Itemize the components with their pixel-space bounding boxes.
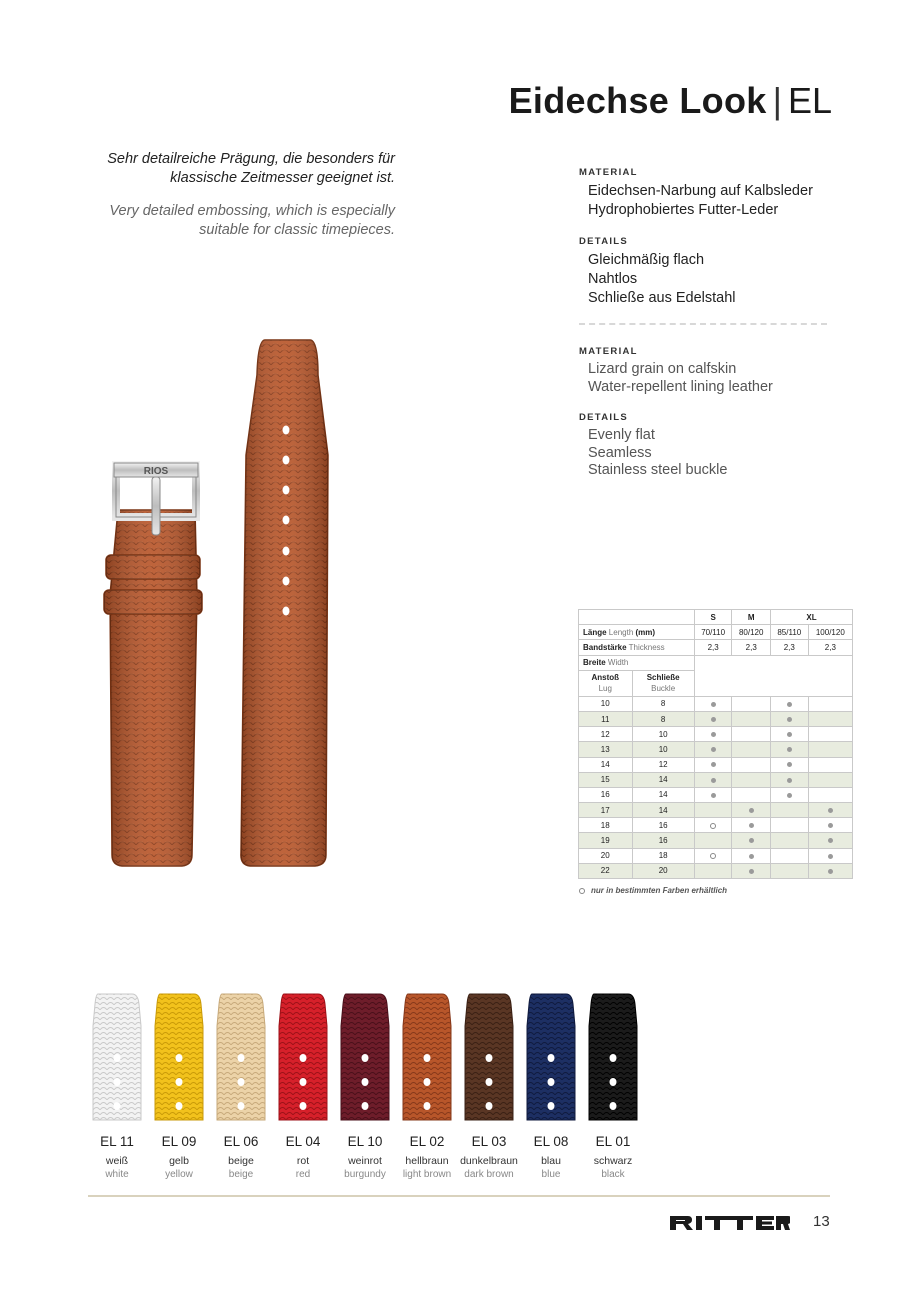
- availability-cell: [808, 727, 852, 742]
- color-code: EL 03: [471, 1134, 507, 1149]
- available-dot-icon: [828, 823, 833, 828]
- color-swatch: [458, 990, 520, 1180]
- lug-value: 22: [579, 863, 633, 878]
- availability-cell: [770, 711, 808, 726]
- spec-details-de: [579, 236, 839, 308]
- spec-label: MATERIAL: [579, 346, 638, 357]
- availability-cell: [694, 727, 732, 742]
- color-name-en: yellow: [165, 1169, 193, 1180]
- buckle-value: 8: [632, 696, 694, 711]
- available-dot-icon: [749, 823, 754, 828]
- spec-divider: [579, 323, 827, 325]
- availability-cell: [808, 696, 852, 711]
- color-code: EL 09: [161, 1134, 197, 1149]
- table-row: [579, 772, 853, 787]
- buckle-value: 14: [632, 787, 694, 802]
- strap-swatch-image: [210, 990, 272, 1122]
- availability-cell: [694, 772, 732, 787]
- strap-swatch-image: [396, 990, 458, 1122]
- color-name-en: burgundy: [344, 1169, 386, 1180]
- spec-line: Eidechsen-Narbung auf Kalbsleder: [588, 183, 813, 199]
- availability-cell: [808, 863, 852, 878]
- availability-cell: [808, 803, 852, 818]
- buckle-value: 14: [632, 772, 694, 787]
- length-value: 70/110: [694, 625, 732, 640]
- color-swatch: [334, 990, 396, 1180]
- available-dot-icon: [828, 808, 833, 813]
- color-name-en: white: [105, 1169, 129, 1180]
- availability-cell: [694, 711, 732, 726]
- color-name-de: hellbraun: [405, 1155, 449, 1167]
- thickness-label: Bandstärke Thickness: [579, 640, 695, 655]
- strap-product-image: [100, 335, 340, 875]
- table-row: [579, 787, 853, 802]
- availability-cell: [694, 803, 732, 818]
- availability-cell: [732, 742, 770, 757]
- lug-header: Anstoß Lug: [579, 670, 633, 696]
- length-value: 80/120: [732, 625, 770, 640]
- available-dot-icon: [828, 838, 833, 843]
- color-code: EL 04: [285, 1134, 321, 1149]
- buckle-value: 14: [632, 803, 694, 818]
- table-corner: [579, 610, 695, 625]
- availability-cell: [770, 772, 808, 787]
- color-name-de: gelb: [169, 1155, 189, 1167]
- spec-label: DETAILS: [579, 412, 629, 423]
- table-row: [579, 742, 853, 757]
- spec-material-en: [579, 346, 839, 396]
- available-dot-icon: [787, 717, 792, 722]
- lug-value: 18: [579, 818, 633, 833]
- availability-cell: [770, 742, 808, 757]
- limited-ring-icon: [710, 853, 716, 859]
- page-number: 13: [813, 1213, 830, 1230]
- strap-swatch-image: [86, 990, 148, 1122]
- availability-cell: [694, 757, 732, 772]
- lug-value: 11: [579, 711, 633, 726]
- table-row: [579, 833, 853, 848]
- available-dot-icon: [787, 702, 792, 707]
- availability-cell: [770, 787, 808, 802]
- color-name-de: blau: [541, 1155, 561, 1167]
- table-row: [579, 848, 853, 863]
- availability-cell: [732, 833, 770, 848]
- availability-cell: [770, 727, 808, 742]
- lug-value: 10: [579, 696, 633, 711]
- thickness-value: 2,3: [808, 640, 852, 655]
- color-swatch: [210, 990, 272, 1180]
- buckle-header: Schließe Buckle: [632, 670, 694, 696]
- color-name-de: weinrot: [348, 1155, 382, 1167]
- availability-cell: [694, 742, 732, 757]
- availability-cell: [694, 848, 732, 863]
- availability-cell: [732, 711, 770, 726]
- color-code: EL 10: [347, 1134, 383, 1149]
- spec-material-de: [579, 167, 839, 220]
- spec-line: Gleichmäßig flach: [588, 252, 705, 268]
- color-code: EL 11: [100, 1134, 134, 1149]
- brand-logo: [670, 1214, 790, 1232]
- description-english: Very detailed embossing, which is especially suitable for classic timepieces.: [109, 203, 395, 238]
- available-dot-icon: [787, 732, 792, 737]
- lug-value: 19: [579, 833, 633, 848]
- color-name-de: dunkelbraun: [460, 1155, 518, 1167]
- color-name-de: beige: [228, 1155, 254, 1167]
- lug-value: 15: [579, 772, 633, 787]
- availability-cell: [808, 757, 852, 772]
- buckle-value: 10: [632, 727, 694, 742]
- page-title: [509, 80, 832, 122]
- available-dot-icon: [749, 808, 754, 813]
- availability-cell: [732, 863, 770, 878]
- color-name-de: rot: [296, 1155, 310, 1167]
- available-dot-icon: [787, 747, 792, 752]
- availability-cell: [808, 787, 852, 802]
- color-swatch: [86, 990, 148, 1180]
- availability-cell: [694, 696, 732, 711]
- available-dot-icon: [787, 793, 792, 798]
- color-name-de: schwarz: [593, 1155, 633, 1167]
- available-dot-icon: [711, 747, 716, 752]
- color-code: EL 01: [595, 1134, 631, 1149]
- available-dot-icon: [711, 778, 716, 783]
- thickness-value: 2,3: [732, 640, 770, 655]
- color-swatch: [272, 990, 334, 1180]
- availability-cell: [732, 772, 770, 787]
- availability-cell: [694, 787, 732, 802]
- available-dot-icon: [711, 793, 716, 798]
- availability-cell: [808, 833, 852, 848]
- available-dot-icon: [787, 778, 792, 783]
- buckle-value: 20: [632, 863, 694, 878]
- available-dot-icon: [749, 838, 754, 843]
- table-note: nur in bestimmten Farben erhältlich: [579, 886, 727, 895]
- availability-cell: [732, 696, 770, 711]
- spec-line: Stainless steel buckle: [588, 462, 728, 478]
- availability-cell: [808, 818, 852, 833]
- availability-cell: [694, 863, 732, 878]
- strap-swatch-image: [582, 990, 644, 1122]
- color-swatch-row: [86, 990, 646, 1190]
- available-dot-icon: [787, 762, 792, 767]
- color-code: EL 06: [223, 1134, 259, 1149]
- description-german: Sehr detailreiche Prägung, die besonders für klassische Zeitmesser geeignet ist.: [107, 151, 395, 186]
- buckle-value: 16: [632, 833, 694, 848]
- availability-cell: [732, 848, 770, 863]
- size-header: M: [732, 610, 770, 625]
- spec-line: Hydrophobiertes Futter-Leder: [588, 202, 779, 218]
- lug-value: 17: [579, 803, 633, 818]
- color-name-en: light brown: [402, 1169, 452, 1180]
- availability-cell: [694, 818, 732, 833]
- available-dot-icon: [711, 717, 716, 722]
- buckle-value: 10: [632, 742, 694, 757]
- color-name-en: black: [601, 1169, 625, 1180]
- spec-details-en: [579, 412, 839, 480]
- availability-cell: [808, 772, 852, 787]
- size-header: XL: [770, 610, 852, 625]
- title-code: EL: [787, 80, 832, 121]
- spec-line: Water-repellent lining leather: [588, 378, 773, 395]
- available-dot-icon: [828, 869, 833, 874]
- limited-ring-icon: [710, 823, 716, 829]
- color-swatch: [582, 990, 644, 1180]
- title-main: Eidechse Look: [508, 80, 767, 121]
- availability-cell: [694, 833, 732, 848]
- available-dot-icon: [828, 854, 833, 859]
- availability-cell: [808, 848, 852, 863]
- thickness-value: 2,3: [694, 640, 732, 655]
- availability-cell: [770, 833, 808, 848]
- availability-cell: [770, 803, 808, 818]
- table-row: [579, 803, 853, 818]
- table-row: [579, 757, 853, 772]
- color-name-en: blue: [541, 1169, 561, 1180]
- availability-cell: [808, 742, 852, 757]
- color-name-de: weiß: [105, 1155, 129, 1167]
- table-row: [579, 711, 853, 726]
- spec-line: Nahtlos: [588, 271, 638, 287]
- spec-line: Evenly flat: [588, 427, 655, 443]
- lug-value: 20: [579, 848, 633, 863]
- lug-value: 16: [579, 787, 633, 802]
- table-spacer: [694, 655, 852, 696]
- color-code: EL 02: [409, 1134, 445, 1149]
- thickness-value: 2,3: [770, 640, 808, 655]
- table-row: [579, 863, 853, 878]
- available-dot-icon: [711, 702, 716, 707]
- strap-swatch-image: [272, 990, 334, 1122]
- strap-swatch-image: [148, 990, 210, 1122]
- spec-line: Seamless: [588, 444, 652, 461]
- spec-line: Schließe aus Edelstahl: [588, 290, 736, 306]
- lug-value: 14: [579, 757, 633, 772]
- table-row: [579, 696, 853, 711]
- availability-cell: [770, 757, 808, 772]
- buckle-value: 16: [632, 818, 694, 833]
- color-name-en: beige: [228, 1169, 254, 1180]
- availability-cell: [808, 711, 852, 726]
- color-code: EL 08: [533, 1134, 569, 1149]
- table-row: [579, 727, 853, 742]
- strap-swatch-image: [520, 990, 582, 1122]
- footer-divider: [88, 1195, 830, 1197]
- buckle-value: 12: [632, 757, 694, 772]
- size-table: [578, 609, 853, 879]
- availability-cell: [770, 848, 808, 863]
- color-name-en: dark brown: [464, 1169, 514, 1180]
- color-swatch: [520, 990, 582, 1180]
- table-row: [579, 818, 853, 833]
- color-name-en: red: [295, 1169, 311, 1180]
- ring-icon: [579, 888, 585, 894]
- availability-cell: [732, 787, 770, 802]
- svg-text:RIOS: RIOS: [143, 466, 169, 477]
- buckle-value: 8: [632, 711, 694, 726]
- availability-cell: [732, 803, 770, 818]
- spec-line: Lizard grain on calfskin: [588, 361, 737, 377]
- buckle-value: 18: [632, 848, 694, 863]
- lug-value: 13: [579, 742, 633, 757]
- title-separator: |: [772, 80, 782, 121]
- size-header: S: [694, 610, 732, 625]
- width-label: Breite Width: [579, 655, 695, 670]
- available-dot-icon: [711, 762, 716, 767]
- color-swatch: [396, 990, 458, 1180]
- spec-label: DETAILS: [579, 236, 629, 247]
- spec-label: MATERIAL: [579, 167, 638, 178]
- availability-cell: [770, 863, 808, 878]
- strap-swatch-image: [458, 990, 520, 1122]
- availability-cell: [770, 696, 808, 711]
- length-value: 100/120: [808, 625, 852, 640]
- length-label: Länge Length (mm): [579, 625, 695, 640]
- color-swatch: [148, 990, 210, 1180]
- length-value: 85/110: [770, 625, 808, 640]
- available-dot-icon: [711, 732, 716, 737]
- availability-cell: [770, 818, 808, 833]
- lug-value: 12: [579, 727, 633, 742]
- availability-cell: [732, 727, 770, 742]
- availability-cell: [732, 818, 770, 833]
- availability-cell: [732, 757, 770, 772]
- available-dot-icon: [749, 854, 754, 859]
- strap-swatch-image: [334, 990, 396, 1122]
- available-dot-icon: [749, 869, 754, 874]
